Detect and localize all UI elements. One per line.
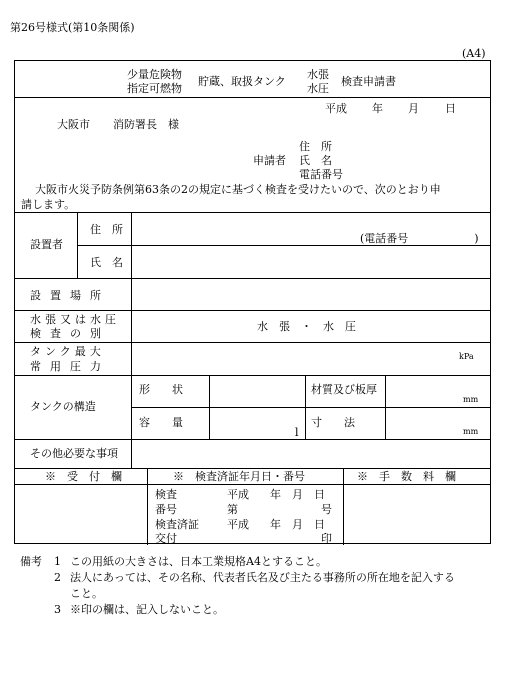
divider-installer xyxy=(15,278,490,279)
test-type-value: 水 張 ・ 水 圧 xyxy=(257,320,356,333)
applicant-label: 申請者 xyxy=(253,154,286,167)
pressure-divider xyxy=(131,342,132,375)
certificate-row-date: 年 月 日 xyxy=(270,518,325,531)
paper-size-label: (A4) xyxy=(462,47,486,60)
inspection-row-label: 検査 xyxy=(155,488,177,501)
location-label: 設置場所 xyxy=(30,289,110,302)
installer-name-label: 氏 名 xyxy=(90,256,123,269)
installer-label: 設置者 xyxy=(30,238,63,251)
divider-pressure xyxy=(15,375,490,376)
other-label: その他必要な事項 xyxy=(30,447,118,460)
note-2-text-line-1: 法人にあっては、その名称、代表者氏名及び主たる事務所の所在地を記入する xyxy=(70,571,455,584)
statement-line-2: 請します。 xyxy=(21,198,76,211)
applicant-phone-label: 電話番号 xyxy=(299,168,343,181)
certificate-row-era: 平成 xyxy=(227,518,249,531)
structure-middle-line xyxy=(131,407,490,408)
title-tank-storage: 貯蔵、取扱タンク xyxy=(198,75,286,88)
certificate-row-label: 検査済証 xyxy=(155,518,199,531)
application-form-frame xyxy=(14,60,491,544)
installer-phone-label: (電話番号 ) xyxy=(360,232,479,245)
reception-header: ※ 受 付 欄 xyxy=(45,470,122,483)
installer-address-label: 住 所 xyxy=(90,223,123,236)
addressee-title: 消防署長 様 xyxy=(113,118,179,131)
note-3-number: 3 xyxy=(54,603,61,616)
shape-label: 形 状 xyxy=(139,383,183,396)
max-pressure-label-1: タンク最大 xyxy=(30,345,105,358)
divider-location xyxy=(15,310,490,311)
applicant-name-label: 氏 名 xyxy=(299,154,332,167)
inspection-row-era: 平成 xyxy=(227,488,249,501)
date-year: 年 xyxy=(372,102,383,115)
title-water-fill: 水張 xyxy=(307,68,329,81)
divider-title xyxy=(15,97,490,98)
material-label: 材質及び板厚 xyxy=(311,383,377,396)
title-designated-combustibles: 指定可燃物 xyxy=(127,82,182,95)
other-divider xyxy=(131,439,132,468)
notes-label: 備考 xyxy=(20,555,42,568)
test-type-label-1: 水張又は水圧 xyxy=(30,313,120,326)
number-row-prefix: 第 xyxy=(227,503,238,516)
title-hazmat-small: 少量危険物 xyxy=(127,68,182,81)
inspection-row-date: 年 月 日 xyxy=(270,488,325,501)
form-number: 第26号様式(第10条関係) xyxy=(10,21,135,34)
issue-row-label: 交付 xyxy=(155,532,177,545)
date-month: 月 xyxy=(408,102,419,115)
test-type-divider xyxy=(131,310,132,342)
divider-structure xyxy=(15,439,490,440)
capacity-unit: l xyxy=(295,426,299,439)
fee-header: ※ 手 数 料 欄 xyxy=(357,470,456,483)
date-day: 日 xyxy=(445,102,456,115)
max-pressure-label-2: 常用圧力 xyxy=(30,360,110,373)
number-row-label: 番号 xyxy=(155,503,177,516)
capacity-label: 容 量 xyxy=(139,416,183,429)
pressure-unit: kPa xyxy=(459,352,474,361)
divider-other xyxy=(15,468,490,469)
number-row-suffix: 号 xyxy=(321,503,332,516)
divider-test-type xyxy=(15,342,490,343)
mm-unit-2: mm xyxy=(463,427,479,436)
test-type-label-2: 検査の別 xyxy=(30,327,110,340)
note-3-text: ※印の欄は、記入しないこと。 xyxy=(70,603,224,616)
title-water-pressure: 水圧 xyxy=(307,82,329,95)
note-2-number: 2 xyxy=(54,571,61,584)
addressee-city: 大阪市 xyxy=(57,118,90,131)
structure-label: タンクの構造 xyxy=(30,400,96,413)
mm-unit-1: mm xyxy=(463,395,479,404)
note-1-number: 1 xyxy=(54,555,61,568)
title-inspection-application: 検査申請書 xyxy=(341,75,396,88)
office-header-line xyxy=(15,484,490,485)
inspection-header: ※ 検査済証年月日・番号 xyxy=(173,470,305,483)
installer-middle-line xyxy=(77,245,490,246)
location-divider xyxy=(131,278,132,310)
statement-line-1: 大阪市火災予防条例第63条の2の規定に基づく検査を受けたいので、次のとおり申 xyxy=(35,183,441,196)
office-divider-2 xyxy=(343,468,344,545)
note-1-text: この用紙の大きさは、日本工業規格A4とすること。 xyxy=(70,555,327,568)
office-divider-1 xyxy=(147,468,148,545)
applicant-address-label: 住 所 xyxy=(299,140,332,153)
seal-mark: 印 xyxy=(321,532,332,545)
note-2-text-line-2: こと。 xyxy=(70,587,103,600)
dimension-label: 寸 法 xyxy=(311,416,355,429)
divider-statement xyxy=(15,212,490,213)
date-era: 平成 xyxy=(325,102,347,115)
